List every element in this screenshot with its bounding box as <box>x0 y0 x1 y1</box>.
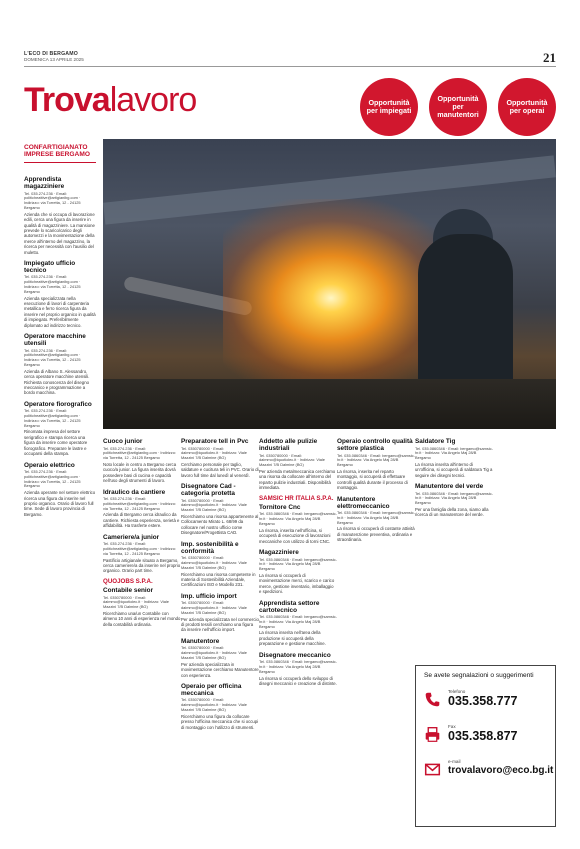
job-description: La risorsa, inserita nell'officina, si occuperà di esecuzione di lavorazioni meccaniche con utilizzo di torni CNC. <box>259 527 331 544</box>
job-listing <box>24 260 96 328</box>
job-listing <box>24 401 96 457</box>
job-contact[interactable]: Tel. 0350780000 · Email: daimmo@iquotiolec.it · Indirizzo: Viale Mazzini 7/B Dalmine (BG) <box>259 452 325 468</box>
phone-icon <box>424 691 441 708</box>
contact-box <box>415 665 556 827</box>
section-title-part-a: Trova <box>24 81 110 119</box>
job-listing <box>181 593 259 633</box>
job-title: Manutentore del verde <box>415 483 484 491</box>
contact-title: Se avete segnalazioni o suggerimenti <box>424 672 534 679</box>
job-title: Operatore fiorografico <box>24 400 92 408</box>
fax-label: Fax <box>448 724 456 729</box>
job-listing <box>103 438 181 484</box>
job-listing <box>181 683 259 730</box>
column-3 <box>181 438 259 735</box>
job-description: La risorsa si occuperà di costante attività di manutenzione preventiva, ordinaria e straordinaria. <box>337 526 415 543</box>
job-listing <box>337 496 415 543</box>
opportunity-badges <box>360 78 556 128</box>
badge-manutentori[interactable]: Opportunità per manutentori <box>429 78 487 136</box>
job-title: Imp. sostenibilità e conformità <box>181 540 239 555</box>
job-title: Cameriere/a junior <box>103 533 160 541</box>
job-title: Contabile senior <box>103 587 154 595</box>
job-description: Azienda operante nel settore elettrico ricerca una figura da inserire nel proprio organico. Orario di lavoro full time. Sede di lavoro provincia di Bergamo. <box>24 490 96 517</box>
job-contact[interactable]: Tel. 0350780000 · Email: daimmo@iquotiolec.it · Indirizzo: Viale Mazzini 7/B Dalmine (BG) <box>181 497 247 513</box>
job-contact[interactable]: Tel. 0350780000 · Email: daimmo@iquotiolec.it · Indirizzo: Viale Mazzini 7/B Dalmine (BG) <box>181 555 247 570</box>
job-description: Azienda che si occupa di lavorazione edili, cerca una figura da inserire in qualità di magazziniere. La mansione prevede lo scarico/carico degli automezzi e la movimentazione della merce all'interno del magazzino, la ricerca per necessità con l'ausilio del muletto. <box>24 211 95 255</box>
job-contact[interactable]: Tel. 035.274.236 · Email: politicheattive@artigianibg.com · Indirizzo: via Torretta, 12 - 24125 Bergamo <box>24 190 81 210</box>
job-description: Per azienda specializzata nel commercio di prodotti tessili cerchiamo una figura da inserire nell'ufficio import. <box>181 616 259 633</box>
job-description: Rinomata impresa del settore serigrafico e stampa ricerca una figura da inserire come operatore fiorografico. Preparare le lastre e occuparsi della stampa. <box>24 429 88 457</box>
section-quojobs: QUOJOBS S.P.A. <box>103 577 153 585</box>
job-description: Azienda di Bergamo cerca idraulico da cantiere. Richiesta esperienza, serietà e affidabilità. Ha trasferte estere. <box>103 512 180 529</box>
job-description: La risorsa si occuperà dello sviluppo di disegni meccanici e creazione di distinte. <box>259 675 337 686</box>
job-contact[interactable]: Tel. 035.0860346 · Email: bergamo@samsic-hr.it · Indirizzo: Via Angelo Maj 28/B Bergamo <box>259 511 337 527</box>
job-contact[interactable]: Tel. 035.0860346 · Email: bergamo@samsic-hr.it · Indirizzo: Via Angelo Maj 28/B Bergamo <box>337 510 415 525</box>
job-description: Azienda specializzata nella esecuzione di lavori di carpenteria metallica e ferro ricerca figura da inserire nel proprio organico in qualità di impiegato. Preferibilmente diplomato ad indirizzo tecnico. <box>24 295 96 328</box>
job-title: Operaio elettrico <box>24 461 75 469</box>
email-icon <box>424 761 441 778</box>
job-contact[interactable]: Tel. 035.0860346 · Email: bergamo@samsic-hr.it · Indirizzo: Via Angelo Maj 28/B Bergamo <box>415 490 493 506</box>
job-contact[interactable]: Tel. 035.274.236 · Email: politicheattive@artigianibg.com · Indirizzo: via Torretta, 12 - 24125 Bergamo <box>103 496 176 511</box>
job-listing <box>415 483 493 518</box>
column-5 <box>337 438 415 548</box>
page-number: 21 <box>543 50 556 65</box>
job-listing <box>24 462 96 518</box>
job-title: Operatore macchine utensili <box>24 333 86 348</box>
job-title: Preparatore tell in Pvc <box>181 438 249 445</box>
job-title: Saldatore Tig <box>415 438 456 445</box>
hero-photo-welder <box>103 139 556 429</box>
phone-label: Telefono <box>448 689 466 694</box>
job-description: Noto locale in centro a Bergamo cerca cuoco/a junior. La figura inserita dovrà possedere basi di cucina e capacità nell'uso degli strumenti di lavoro. <box>103 461 177 484</box>
job-contact[interactable]: Tel. 035.274.236 · Email: politicheattive@artigianibg.com · Indirizzo: via Torretta, 12 - 24125 Bergamo <box>103 445 176 461</box>
category-title: CONFARTIGIANATO IMPRESE BERGAMO <box>24 144 90 159</box>
job-title: Addetto alle pulizie industriali <box>259 438 318 452</box>
job-contact[interactable]: Tel. 0350780000 · Email: daimmo@iquotiolec.it · Indirizzo: Viale Mazzini 7/B Dalmine (BG) <box>181 645 247 660</box>
job-title: Operaio per officina meccanica <box>181 682 242 697</box>
job-contact[interactable]: Tel. 0350780000 · Email: daimmo@iquotiolec.it · Indirizzo: Viale Mazzini 7/B Dalmine (BG) <box>181 697 247 713</box>
column-1 <box>24 176 96 522</box>
job-description: Ricerchiamo una/un Contabile con almeno 10 anni di esperienza nel mondo della contabilità ordinaria. <box>103 611 181 627</box>
job-title: Disegnatore Cad - categoria protetta <box>181 483 236 498</box>
job-title: Manutentore elettromeccanico <box>337 495 390 510</box>
job-title: Apprendista settore cartotecnico <box>259 599 320 614</box>
job-listing <box>181 541 259 588</box>
fax-icon <box>424 726 441 743</box>
job-contact[interactable]: Tel. 035.274.236 · Email: politicheattive@artigianibg.com · Indirizzo: via Torretta, 12 - 24125 Bergamo <box>24 469 81 489</box>
job-listing <box>415 438 493 478</box>
job-title: Apprendista magazziniere <box>24 176 65 190</box>
job-title: Operaio controllo qualità settore plastica <box>337 438 413 452</box>
phone-number[interactable]: 035.358.777 <box>448 694 518 708</box>
badge-operai[interactable]: Opportunità per operai <box>498 78 556 136</box>
job-title: Idraulico da cantiere <box>103 488 166 496</box>
job-listing <box>181 638 259 678</box>
job-listing <box>259 504 337 544</box>
job-description: Ricerchiamo una risorsa competente in materia di Sostenibilità Aziendale, Certificazioni ISO e Modello 231. <box>181 571 256 588</box>
column-4-jobs-a <box>259 438 337 491</box>
job-description: Azienda di Albano S. Alessandro, cerca operatore macchine utensili. Richiesta conoscenza del disegno meccanico e programmazione a bordo macchina. <box>24 368 90 396</box>
header-rule <box>24 66 556 67</box>
job-description: Ricerchiamo una figura da collocare presso l'officina meccanica che si occupi di montaggio con l'utilizzo di strumenti. <box>181 713 259 730</box>
job-contact[interactable]: Tel. 035.274.236 · Email: politicheattive@artigianibg.com · Indirizzo: via Torretta, 12 - 24125 Bergamo <box>103 541 176 556</box>
job-description: Per una famiglia della zona, siamo alla ricerca di un manutentore del verde. <box>415 507 489 518</box>
column-2-jobs <box>103 438 181 574</box>
job-description: Per azienda specializzata in movimentazione cerchiamo Manutentore con esperienza. <box>181 661 259 678</box>
job-title: Disegnatore meccanico <box>259 651 331 659</box>
job-listing <box>181 483 259 536</box>
contact-phone[interactable] <box>424 689 547 715</box>
job-listing <box>259 438 337 491</box>
issue-date: DOMENICA 13 APRILE 2025 <box>24 57 84 62</box>
contact-email[interactable] <box>424 759 554 785</box>
job-title: Cuoco junior <box>103 438 143 445</box>
job-listing <box>259 600 337 647</box>
job-description: Cerchiamo personale per taglio, saldature e cucitura teli in PVC. Orario di lavoro full time dal lunedì al venerdì. <box>181 461 259 478</box>
job-contact[interactable]: Tel. 035.0860346 · Email: bergamo@samsic-hr.it · Indirizzo: Via Angelo Maj 28/B Bergamo <box>259 659 337 674</box>
page-header <box>24 50 556 70</box>
column-2-extra-jobs <box>103 587 181 627</box>
job-contact[interactable]: Tel. 035.274.236 · Email: politicheattive@artigianibg.com · Indirizzo: via Torretta, 12 - 24125 Bergamo <box>24 274 81 294</box>
job-listing <box>337 438 415 491</box>
job-title: Manutentore <box>181 637 220 645</box>
job-description: La risorsa inserita all'interno di un'officina, si occuperà di saldatura Tig a seguire dei disegni tecnici. <box>415 461 493 478</box>
job-contact[interactable]: Tel. 035.0860346 · Email: bergamo@samsic-hr.it · Indirizzo: Via Angelo Maj 28/B Bergamo <box>337 452 415 468</box>
column-6 <box>415 438 493 523</box>
job-title: Magazziniere <box>259 549 299 557</box>
email-label: e-mail <box>448 759 461 764</box>
badge-impiegati[interactable]: Opportunità per impiegati <box>360 78 418 136</box>
section-title-part-b: lavoro <box>109 81 197 119</box>
newspaper-name: L'ECO DI BERGAMO <box>24 51 79 57</box>
contact-fax[interactable] <box>424 724 547 750</box>
job-title: Impiegato ufficio tecnico <box>24 259 76 274</box>
fax-number[interactable]: 035.358.877 <box>448 729 518 743</box>
job-contact[interactable]: Tel. 0350780000 · Email: daimmo@iquotiolec.it · Indirizzo: Viale Mazzini 7/B Dalmine (BG) <box>103 594 169 610</box>
job-contact[interactable]: Tel. 035.0860346 · Email: bergamo@samsic-hr.it · Indirizzo: Via Angelo Maj 28/B Bergamo <box>259 614 337 629</box>
category-rule <box>24 162 96 163</box>
job-title: Imp. ufficio import <box>181 592 237 600</box>
job-description: Ricerchiamo una risorsa appartenente al Collocamento Mirato L. 68/99 da collocare nel nostro ufficio come Disegnatore/Progettista CAD. <box>181 514 259 536</box>
job-description: La risorsa inserita nell'area della produzione si occuperà della preparazione e gestione macchine. <box>259 630 326 647</box>
job-description: Pastificio artigianale situato a Bergamo, cerca cameriere/a da inserire nel proprio organico. Orario part time. <box>103 557 181 574</box>
column-4 <box>259 438 337 691</box>
job-listing <box>259 652 337 687</box>
job-listing <box>103 489 181 529</box>
job-listing <box>259 549 337 595</box>
section-samsic: SAMSIC HR ITALIA S.P.A. <box>259 494 334 502</box>
job-title: Tornitore Cnc <box>259 503 301 511</box>
job-contact[interactable]: Tel. 035.274.236 · Email: politicheattive@artigianibg.com · Indirizzo: via Torretta, 12 - 24125 Bergamo <box>24 347 81 367</box>
job-contact[interactable]: Tel. 0350780000 · Email: daimmo@iquotiolec.it · Indirizzo: Viale Mazzini 7/B Dalmine (BG) <box>181 600 247 615</box>
job-contact[interactable]: Tel. 035.0860346 · Email: bergamo@samsic-hr.it · Indirizzo: Via Angelo Maj 28/B Bergamo <box>415 445 493 461</box>
photo-floor <box>103 379 556 429</box>
job-description: La risorsa, inserita nel reparto montaggio, si occuperà di effettuare controlli qualità durante il processo di montaggio. <box>337 468 408 491</box>
job-listing <box>103 534 181 574</box>
job-listing <box>181 438 259 478</box>
job-contact[interactable]: Tel. 0350780000 · Email: daimmo@iquotiolec.it · Indirizzo: Viale Mazzini 7/B Dalmine (BG) <box>181 445 247 461</box>
job-description: Per azienda metalmeccanica cerchiamo una risorsa da collocare all'interno del reparto pulizie industriali. Disponibilità immediata. <box>259 468 336 491</box>
section-title <box>24 82 196 118</box>
column-2 <box>103 438 181 632</box>
category-header <box>24 144 96 163</box>
job-contact[interactable]: Tel. 035.0860346 · Email: bergamo@samsic-hr.it · Indirizzo: Via Angelo Maj 28/B Bergamo <box>259 556 337 572</box>
job-description: La risorsa si occuperà di movimentazione merci, scarico e carico merce, gestione inventario, imballaggio e spedizioni. <box>259 572 335 595</box>
job-listing <box>24 333 96 396</box>
job-listing <box>24 176 96 255</box>
column-4-jobs-b <box>259 504 337 686</box>
job-listing <box>103 587 181 627</box>
email-address[interactable]: trovalavoro@eco.bg.it <box>448 765 554 776</box>
job-contact[interactable]: Tel. 035.274.236 · Email: politicheattive@artigianibg.com · Indirizzo: via Torretta, 12 - 24125 Bergamo <box>24 408 81 428</box>
